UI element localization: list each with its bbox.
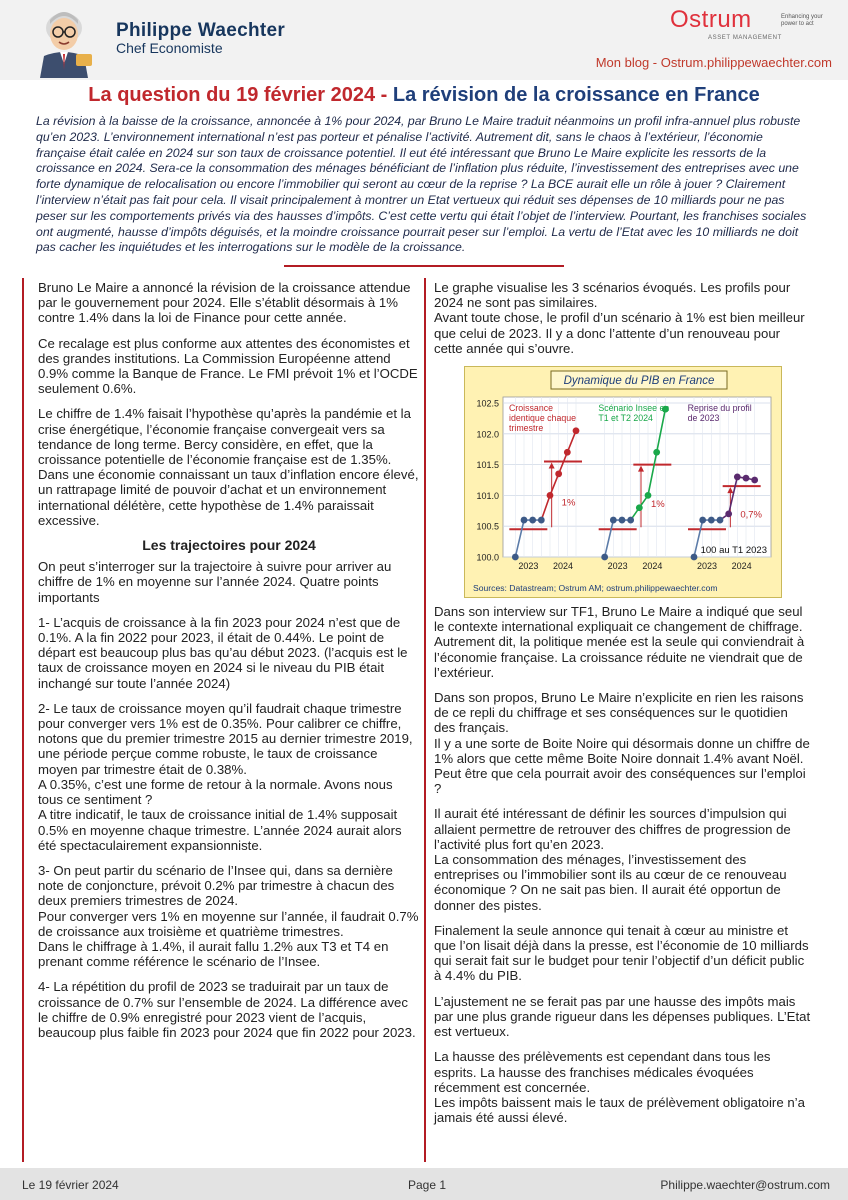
- chart-y-tick-label: 100.5: [476, 521, 499, 532]
- chart-data-point: [601, 554, 608, 561]
- left-paragraph: Ce recalage est plus conforme aux attentes des économistes et des grandes institutions. La Commission Européenne attend 0.9% comme la Banque de France. Le FMI prévoit 1% et l’OCDE seulement 0.6%.: [38, 335, 418, 397]
- left-paragraph: 1- L’acquis de croissance à la fin 2023 pour 2024 n’est que de 0.1%. A la fin 2022 pour 2023, il était de 0.44%. Le point de départ est beaucoup plus bas qu’au début 2023. (l’acquis est le taux de croissance moyen en 2024 si le niveau du PIB était inchangé sur toute l’année 2024): [38, 614, 408, 691]
- chart-source: Sources: Datastream; Ostrum AM; ostrum.philippewaechter.com: [473, 583, 718, 594]
- logo-tagline: Enhancing your power to act: [781, 14, 823, 27]
- right-paragraph: Finalement la seule annonce qui tenait à cœur au ministre et que l’on lisait déjà dans la presse, est l’économie de 10 milliards qui serait fait sur le budget pour tenir l’objectif d’un déficit public à 4.4% du PIB.: [434, 922, 809, 984]
- intro-divider: [284, 265, 564, 267]
- chart-data-point: [734, 474, 741, 481]
- chart-data-point: [725, 510, 732, 517]
- chart-x-tick-label: 2023: [607, 561, 628, 572]
- title-topic-part: La révision de la croissance en France: [392, 84, 760, 106]
- chart-data-point: [521, 517, 528, 524]
- right-column: [434, 280, 812, 1135]
- chart-data-point: [610, 517, 617, 524]
- left-paragraph: Pour converger vers 1% en moyenne sur l’année, il faudrait 0.7% de croissance aux troisième et quatrième trimestres.: [38, 908, 419, 939]
- chart-data-point: [636, 504, 643, 511]
- left-paragraph: 2- Le taux de croissance moyen qu’il faudrait chaque trimestre pour converger vers 1% est de 0.35%. Pour calibrer ce chiffre, notons que du premier trimestre 2015 au dernier trimestre 2019, une période perçue comme robuste, le taux de croissance moyen par trimestre était de 0.38%.: [38, 700, 413, 777]
- author-caricature-avatar: [26, 4, 102, 78]
- right-paragraph: L’ajustement ne se ferait pas par une hausse des impôts mais par une plus grande rigueur dans les dépenses publiques. L’Etat est vertueux.: [434, 993, 811, 1040]
- logo-subtitle: ASSET MANAGEMENT: [708, 35, 782, 41]
- right-paragraph: La hausse des prélèvements est cependant dans tous les esprits. La hausse des franchises médicales évoquées récemment est concernée.: [434, 1049, 771, 1095]
- gdp-chart: [464, 366, 782, 598]
- gdp-chart-svg: [465, 367, 783, 599]
- right-paragraph: Peut être que cela pourrait avoir des conséquences sur l’emploi ?: [434, 766, 806, 797]
- chart-panel-label: identique chaque: [509, 413, 577, 424]
- left-column-rule: [22, 278, 24, 1162]
- chart-data-point: [555, 470, 562, 477]
- left-paragraph: A titre indicatif, le taux de croissance initial de 1.4% supposait 0.5% en moyenne chaque trimestre. L’année 2024 aurait alors été spectaculairement expansionniste.: [38, 807, 402, 853]
- middle-column-rule: [424, 278, 426, 1162]
- chart-data-point: [717, 517, 724, 524]
- chart-y-tick-label: 100.0: [476, 552, 499, 563]
- chart-x-tick-label: 2024: [552, 561, 574, 572]
- chart-panel-label: Scénario Insee en: [598, 403, 670, 414]
- left-column: [38, 280, 420, 1050]
- chart-data-point: [743, 475, 750, 482]
- chart-data-point: [547, 492, 554, 499]
- chart-y-tick-label: 102.5: [476, 398, 499, 409]
- right-paragraph: Les impôts baissent mais le taux de prélèvement obligatoire n’a jamais été aussi élevé.: [434, 1094, 805, 1126]
- right-paragraph: Dans son propos, Bruno Le Maire n’explicite en rien les raisons de ce repli du chiffrage et ses conséquences sur le quotidien des français.: [434, 690, 804, 736]
- right-paragraph: La consommation des ménages, l’investissement des entreprises ou l’immobilier sont ils au cœur de ce renouveau économique ? On ne sait pas bien. Il aurait été opportun de donner des pistes.: [434, 852, 787, 913]
- chart-data-point: [653, 449, 660, 456]
- chart-data-point: [529, 517, 536, 524]
- chart-title: Dynamique du PIB en France: [563, 375, 715, 388]
- blog-link[interactable]: Mon blog - Ostrum.philippewaechter.com: [595, 55, 832, 70]
- chart-y-tick-label: 102.0: [476, 429, 499, 440]
- chart-panel-label: Croissance: [509, 403, 554, 414]
- chart-growth-label: 1%: [651, 498, 665, 510]
- page-header: [0, 0, 848, 80]
- title-separator: -: [375, 84, 393, 106]
- left-paragraph: Dans le chiffrage à 1.4%, il aurait fallu 1.2% aux T3 et T4 en prenant comme référence le scénario de l’Insee.: [38, 938, 389, 970]
- chart-x-tick-label: 2024: [731, 561, 752, 572]
- chart-data-point: [538, 517, 545, 524]
- intro-summary: La révision à la baisse de la croissance, annoncée à 1% pour 2024, par Bruno Le Maire traduit néanmoins un profil infra-annuel plus robuste qu’en 2023. L’environnement international n’est pas porteur et pénalise l’activité. Autrement dit, sans le chaos à l’extérieur, l’économie française était calée en 2024 sur son taux de croissance potentiel. Il eut été intéressant que Bruno Le Maire explicite les ressorts de la croissance en 2024. Sera-ce la consommation des ménages bénéficiant de l’inflation plus réduite, l’investissement des entreprises avec une forte dynamique de relocalisation ou encore l’immobilier qui seront au cœur de la reprise ? La BCE aurait elle un rôle à jouer ? Clairement l’interview n’était pas fait pour cela. Il visait principalement à montrer un Etat vertueux qui réduit ses dépenses de 10 milliards pour ne pas peser sur les comportements privés via des hausses d’impôts. C’est cette vertu qui était l’objet de l’interview. Pourtant, les franchises sociales ont augmenté, hausse d’impôts déguisés, et la moindre croissance pourrait peser sur l’emploi. La vertu de l’Etat avec les 10 milliards ne doit pas cacher les inquiétudes et les interrogations sur le modèle de la croissance.: [36, 114, 807, 255]
- chart-y-tick-label: 101.0: [476, 490, 499, 501]
- logo-name: Ostrum: [670, 6, 752, 33]
- left-paragraph: A 0.35%, c’est une forme de retour à la normale. Avons nous tous ce sentiment ?: [38, 776, 393, 808]
- chart-data-point: [691, 554, 698, 561]
- footer-date: Le 19 février 2024: [22, 1178, 119, 1192]
- chart-panel-label: de 2023: [687, 413, 720, 424]
- left-paragraph: 3- On peut partir du scénario de l’Insee qui, dans sa dernière note de conjoncture, prévoit 0.2% par trimestre à chacun des deux premiers trimestres de 2024.: [38, 862, 395, 909]
- page-title: [0, 84, 848, 107]
- author-name: Philippe Waechter: [116, 20, 286, 41]
- chart-data-point: [751, 477, 758, 484]
- chart-y-tick-label: 101.5: [476, 460, 499, 471]
- left-paragraph: 4- La répétition du profil de 2023 se traduirait par un taux de croissance de 0.7% sur l’ensemble de 2024. La différence avec le chiffre de 0.9% enregistré pour 2023 vient de l’acquis, beaucoup plus faible fin 2023 pour 2024 que fin 2022 pour 2023.: [38, 979, 416, 1040]
- chart-growth-label: 0,7%: [740, 509, 762, 521]
- footer-page-number: Page 1: [408, 1178, 447, 1192]
- chart-data-point: [627, 517, 634, 524]
- page-footer: [0, 1168, 848, 1200]
- chart-data-point: [619, 517, 626, 524]
- chart-base-note: 100 au T1 2023: [700, 545, 767, 557]
- left-paragraph: Le chiffre de 1.4% faisait l’hypothèse qu’après la pandémie et la crise énergétique, l’économie française convergeait vers sa tendance de long terme. Bercy considère, en effet, que la croissance potentielle de l’économie française est de 1.35%.: [38, 406, 411, 468]
- chart-growth-label: 1%: [561, 497, 576, 509]
- left-paragraph: Bruno Le Maire a annoncé la révision de la croissance attendue par le gouvernement pour 2024. Elle s’établit désormais à 1% contre 1.4% dans la loi de Finance pour cette année.: [38, 280, 411, 326]
- chart-data-point: [564, 449, 571, 456]
- chart-x-tick-label: 2024: [642, 561, 663, 572]
- chart-x-tick-label: 2023: [518, 561, 539, 572]
- right-paragraph: Le graphe visualise les 3 scénarios évoqués. Les profils pour 2024 ne sont pas similaires.: [434, 280, 791, 311]
- left-paragraph: On peut s’interroger sur la trajectoire à suivre pour arriver au chiffre de 1% en moyenne sur l’année 2024. Quatre points importants: [38, 559, 392, 605]
- chart-panel-label: T1 et T2 2024: [598, 413, 653, 424]
- author-role: Chef Economiste: [116, 40, 223, 56]
- right-paragraph: Dans son interview sur TF1, Bruno Le Maire a indiqué que seul le contexte international expliquait ce changement de chiffrage. Autrement dit, la politique menée est la seule qui conviendrait à l’économie française. La croissance réduite ne viendrait que de l’extérieur.: [434, 604, 805, 680]
- section-heading: Les trajectoires pour 2024: [142, 537, 316, 554]
- right-paragraph: Il aurait été intéressant de définir les sources d’impulsion qui allaient permettre de retrouver des chiffres de progression de l’activité plus fort qu’en 2023.: [434, 806, 791, 852]
- chart-panel-label: Reprise du profil: [687, 403, 752, 414]
- chart-x-tick-label: 2023: [696, 561, 718, 572]
- footer-email[interactable]: Philippe.waechter@ostrum.com: [660, 1178, 830, 1192]
- right-paragraph: Avant toute chose, le profil d’un scénario à 1% est bien meilleur que celui de 2023. Il y a donc l’attente d’un renouveau pour cette année qui s’ouvre.: [434, 310, 805, 356]
- title-date-part: La question du 19 février 2024: [88, 84, 376, 106]
- chart-data-point: [708, 517, 715, 524]
- chart-data-point: [699, 517, 706, 524]
- right-paragraph: Il y a une sorte de Boite Noire qui désormais donne un chiffre de 1% alors que cette même Boite Noire donnait 1.4% avant Noël.: [434, 735, 810, 766]
- chart-data-point: [512, 554, 519, 561]
- chart-data-point: [573, 427, 580, 434]
- left-paragraph: Dans une économie connaissant un taux d’inflation encore élevé, un rattrapage limité de pouvoir d’achat et un environnement international délétère, cette hypothèse de 1.4% paraissait excessive.: [38, 467, 419, 528]
- chart-data-point: [645, 492, 652, 499]
- chart-panel-label: trimestre: [509, 423, 544, 434]
- ostrum-logo: [670, 8, 830, 44]
